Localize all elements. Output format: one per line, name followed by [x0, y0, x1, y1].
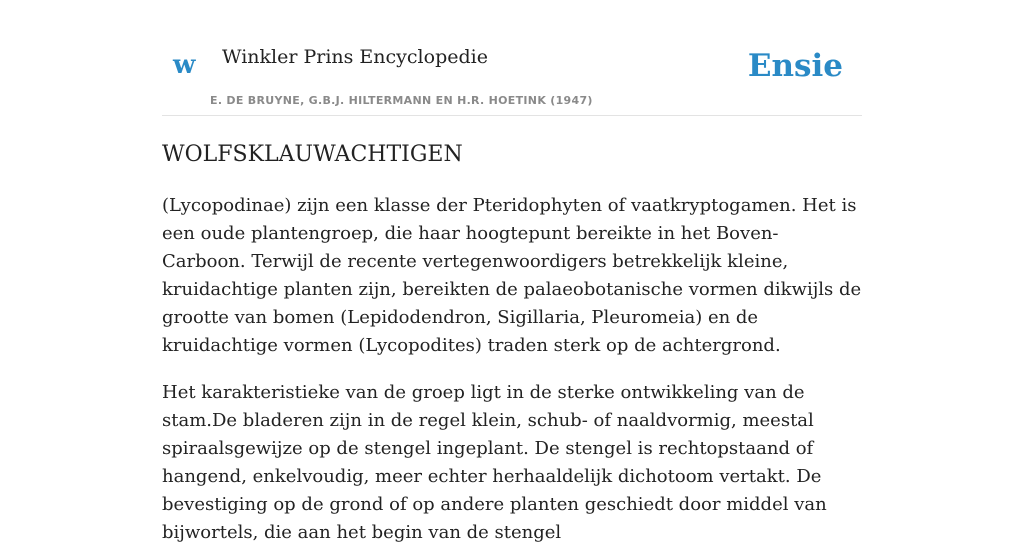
article-paragraph: (Lycopodinae) zijn een klasse der Pteridophyten of vaatkryptogamen. Het is een oude plantengroep, die haar hoogtepunt bereikte in het Boven-Carboon. Terwijl de recente vertegenwoordigers betrekkelijk kleine, kruidachtige planten zijn, bereikten de palaeobotanische vormen dikwijls de grootte van bomen (Lepidodendron, Sigillaria, Pleuromeia) en de kruidachtige vormen (Lycopodites) traden sterk op de achtergrond.	[162, 195, 862, 357]
article-paragraph: Het karakteristieke van de groep ligt in de sterke ontwikkeling van de stam.De bladeren zijn in de regel klein, schub- of naaldvormig, meestal spiraalsgewijze op de stengel ingeplant. De stengel is rechtopstaand of hangend, enkelvoudig, meer echter herhaaldelijk dichotoom vertakt. De bevestiging op de grond of op andere planten geschiedt door middel van bijwortels, die aan het begin van de stengel	[162, 382, 827, 544]
publication-logo[interactable]: w	[173, 50, 196, 80]
article-title: WOLFSKLAUWACHTIGEN	[162, 142, 463, 167]
publication-title[interactable]: Winkler Prins Encyclopedie	[222, 46, 488, 68]
page	[162, 0, 862, 547]
brand-logo[interactable]: Ensie	[747, 48, 843, 84]
publication-authors: E. DE BRUYNE, G.B.J. HILTERMANN EN H.R. HOETINK (1947)	[210, 94, 593, 107]
site-header	[162, 0, 862, 116]
article-body	[162, 192, 862, 547]
